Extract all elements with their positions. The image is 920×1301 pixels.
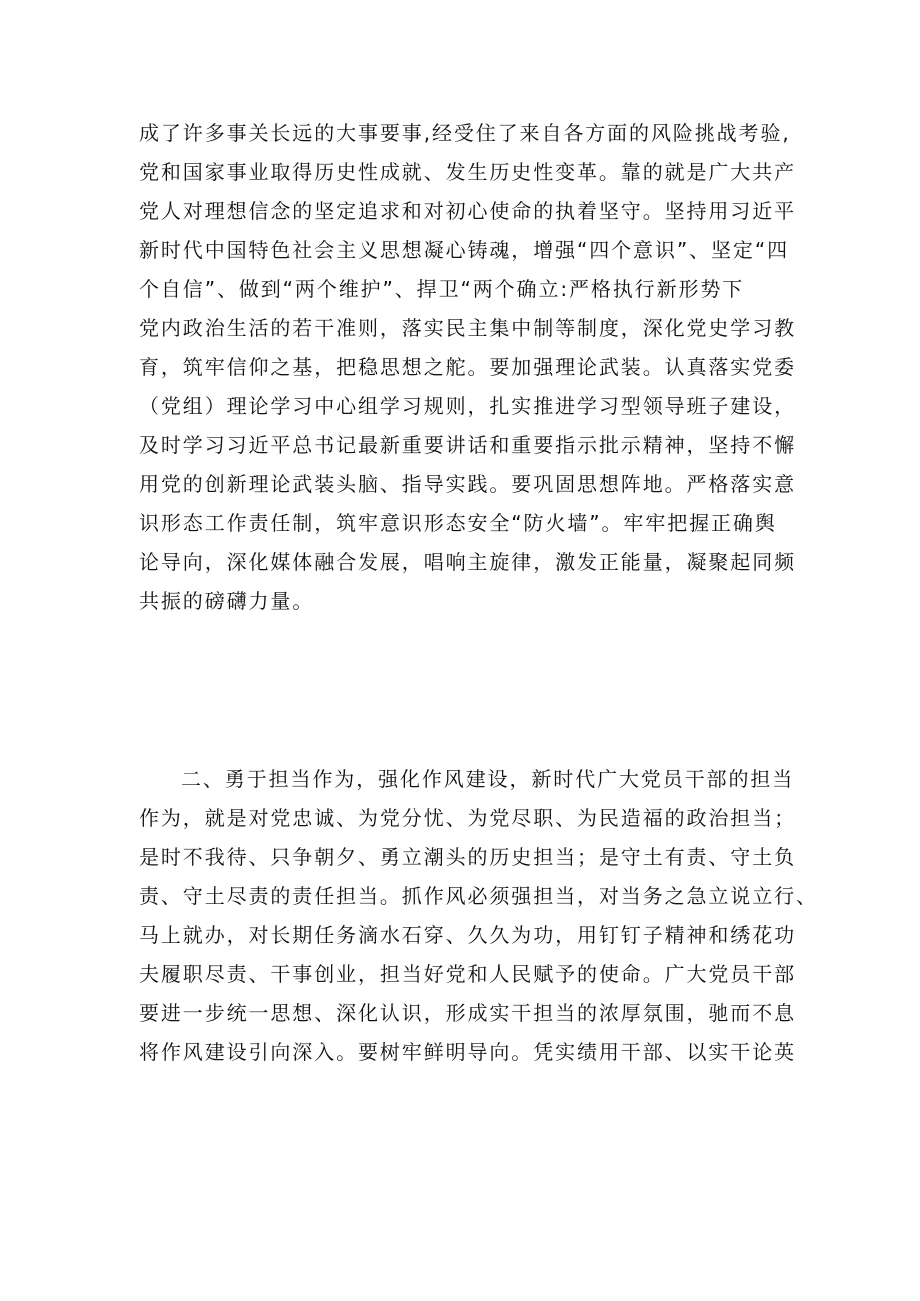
text-line: 党人对理想信念的坚定追求和对初心使命的执着坚守。坚持用习近平	[139, 199, 796, 223]
paragraph-1	[139, 114, 819, 621]
text-line: 论导向，深化媒体融合发展，唱响主旋律，激发正能量，凝聚起同频	[139, 550, 796, 574]
text-line: 责、守土尽责的责任担当。抓作风必须强担当，对当务之急立说立行、	[139, 884, 818, 908]
text-line: 成了许多事关长远的大事要事,经受住了来自各方面的风险挑战考验,	[139, 121, 791, 145]
text-line: 党内政治生活的若干准则，落实民主集中制等制度，深化党史学习教	[139, 316, 796, 340]
text-line: 夫履职尽责、干事创业，担当好党和人民赋予的使命。广大党员干部	[139, 962, 796, 986]
text-line: 个自信”、做到“两个维护”、捍卫“两个确立:严格执行新形势下	[139, 277, 745, 301]
text-line: 新时代中国特色社会主义思想凝心铸魂，增强“四个意识”、坚定“四	[139, 238, 789, 262]
text-line: 用党的创新理论武装头脑、指导实践。要巩固思想阵地。严格落实意	[139, 472, 796, 496]
text-line: 及时学习习近平总书记最新重要讲话和重要指示批示精神，坚持不懈	[139, 433, 796, 457]
text-line: （党组）理论学习中心组学习规则，扎实推进学习型领导班子建设，	[139, 394, 796, 418]
text-line-indented: 二、勇于担当作为，强化作风建设，新时代广大党员干部的担当	[181, 767, 795, 791]
text-line: 共振的磅礴力量。	[139, 589, 315, 613]
text-line: 将作风建设引向深入。要树牢鲜明导向。凭实绩用干部、以实干论英	[139, 1040, 796, 1064]
text-line: 作为，就是对党忠诚、为党分忧、为党尽职、为民造福的政治担当；	[139, 806, 796, 830]
text-line: 育，筑牢信仰之基，把稳思想之舵。要加强理论武装。认真落实党委	[139, 355, 796, 379]
text-line: 党和国家事业取得历史性成就、发生历史性变革。靠的就是广大共产	[139, 160, 796, 184]
text-line: 识形态工作责任制，筑牢意识形态安全“防火墙”。牢牢把握正确舆	[139, 511, 777, 535]
text-line: 马上就办，对长期任务滴水石穿、久久为功，用钉钉子精神和绣花功	[139, 923, 796, 947]
paragraph-2	[139, 760, 819, 1072]
text-line: 要进一步统一思想、深化认识，形成实干担当的浓厚氛围，驰而不息	[139, 1001, 796, 1025]
text-line: 是时不我待、只争朝夕、勇立潮头的历史担当；是守土有责、守土负	[139, 845, 796, 869]
